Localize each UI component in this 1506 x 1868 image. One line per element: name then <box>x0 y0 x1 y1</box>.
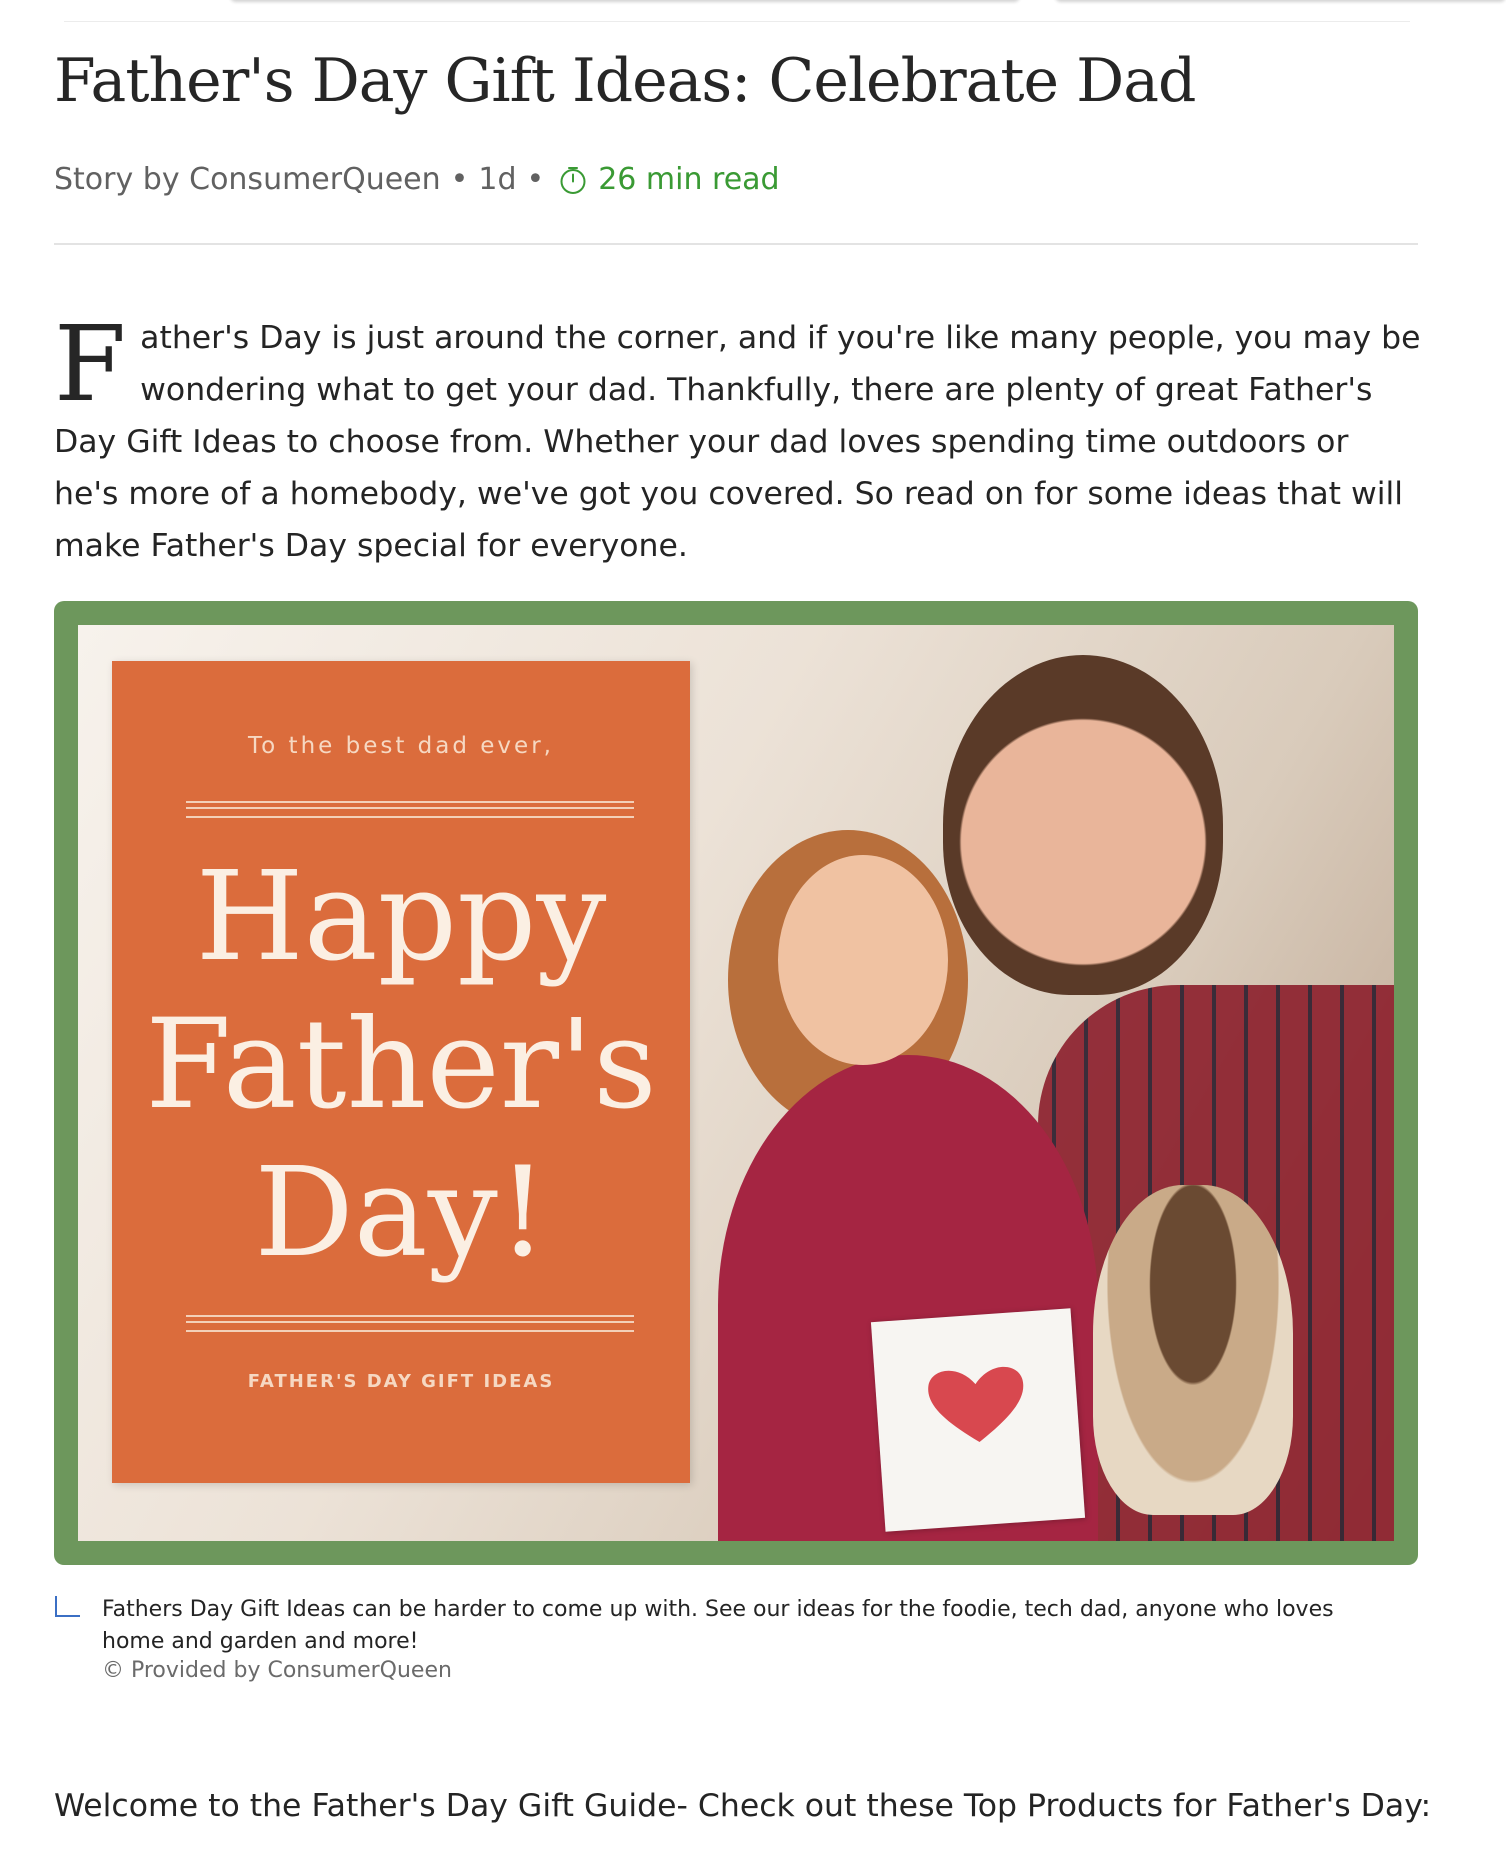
card-rule-bottom <box>186 1315 634 1332</box>
caption-credit: © Provided by ConsumerQueen <box>102 1658 452 1683</box>
caption-corner-icon <box>54 1594 80 1620</box>
timer-icon <box>558 165 588 195</box>
card-line-2: Father's <box>145 993 657 1137</box>
card-line-1: Happy <box>195 845 607 989</box>
card-headline <box>112 843 690 1287</box>
section-intro: Welcome to the Father's Day Gift Guide- Check out these Top Products for Father's Day: <box>54 1788 1432 1824</box>
card-footer: FATHER'S DAY GIFT IDEAS <box>247 1371 555 1392</box>
yorkie-dog <box>1093 1185 1293 1515</box>
publish-age: 1d <box>478 162 517 197</box>
article-title: Father's Day Gift Ideas: Celebrate Dad <box>54 46 1196 116</box>
article-byline <box>54 162 780 197</box>
separator-dot: • <box>526 162 545 197</box>
read-time-label: 26 min read <box>598 162 780 197</box>
dad-head <box>943 655 1223 995</box>
top-divider <box>64 21 1410 22</box>
card-rule-top <box>186 801 634 818</box>
drop-cap: F <box>54 303 127 425</box>
hero-image[interactable] <box>54 601 1418 1565</box>
author-link[interactable]: Story by ConsumerQueen <box>54 162 441 197</box>
girl-face <box>778 855 948 1065</box>
fathers-day-card <box>112 661 690 1483</box>
caption-text: Fathers Day Gift Ideas can be harder to come up with. See our ideas for the foodie, tech dad, anyone who loves home and garden and more! <box>102 1597 1334 1654</box>
separator-dot: • <box>450 162 469 197</box>
card-tagline: To the best dad ever, <box>248 733 554 759</box>
heart-card <box>871 1308 1085 1531</box>
lead-paragraph <box>54 303 1422 572</box>
lead-text: ather's Day is just around the corner, and if you're like many people, you may be wondering what to get your dad. Thankfully, there are plenty of great Father's Day Gift Ideas to choose from. Whether your dad loves spending time outdoors or he's more of a homebody, we've got you covered. So read on for some ideas that will make Father's Day special for everyone. <box>54 320 1421 564</box>
card-line-3: Day! <box>254 1141 548 1285</box>
byline-divider <box>54 243 1418 245</box>
heart-icon <box>919 1356 1035 1453</box>
read-time <box>558 162 779 197</box>
hero-photo <box>78 625 1394 1541</box>
